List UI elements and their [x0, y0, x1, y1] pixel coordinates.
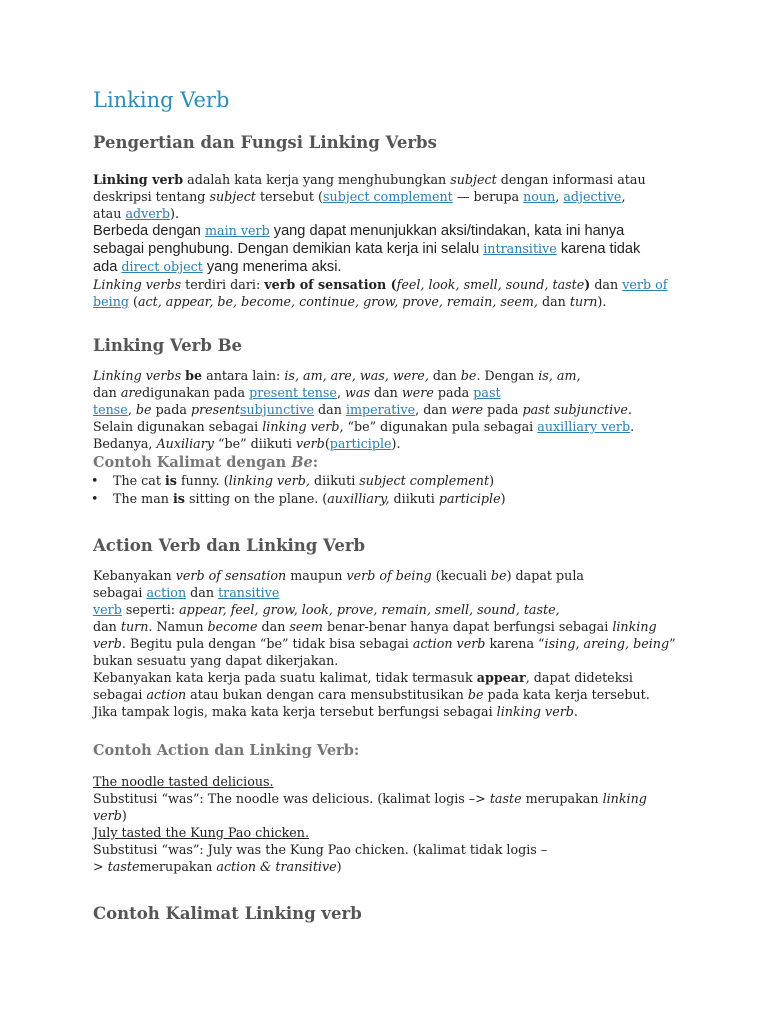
- link-subject-complement[interactable]: subject complement: [323, 189, 453, 204]
- link-subjunctive[interactable]: subjunctive: [239, 402, 315, 417]
- paragraph-action: Kebanyakan verb of sensation maupun verb of being (kecuali be) dapat pula sebagai action dan transitive verb seperti: appear, feel, grow, look, prove, remain, smell, sound, taste, dan turn. Namun become dan seem benar-benar hanya dapat berfungsi sebagai linking verb. Begitu pula dengan “be” tidak bisa sebagai action verb karena “ising, areing, being” bukan sesuatu yang dapat dikerjakan. Kebanyakan kata kerja pada suatu kalimat, tidak termasuk appear, dapat dideteksi sebagai action atau bukan dengan cara mensubstitusikan be pada kata kerja tersebut. Jika tampak logis, maka kata kerja tersebut berfungsi sebagai linking verb.: [93, 568, 676, 719]
- section-heading-action: Action Verb dan Linking Verb: [93, 536, 366, 555]
- paragraph-be: Linking verbs be antara lain: is, am, are, was, were, dan be. Dengan is, am, dan aredigunakan pada present tense, was dan were pada past tense, be pada presentsubjunctive dan imperative, dan were pada past subjunctive. Selain digunakan sebagai linking verb, “be” digunakan pula sebagai auxilliary verb. Bedanya, Auxiliary “be” diikuti verb(participle).: [93, 368, 635, 451]
- link-auxilliary-verb[interactable]: auxilliary verb: [537, 419, 631, 434]
- link-action[interactable]: action: [146, 585, 187, 600]
- link-verb[interactable]: verb: [93, 602, 122, 617]
- link-adjective[interactable]: adjective: [563, 189, 622, 204]
- link-noun[interactable]: noun: [523, 189, 556, 204]
- link-past-tense[interactable]: past: [473, 385, 501, 400]
- link-verb-of-being[interactable]: verb of: [622, 277, 668, 292]
- examples-heading-be: Contoh Kalimat dengan Be:: [93, 454, 319, 471]
- link-adverb[interactable]: adverb: [125, 206, 170, 221]
- list-item: • The cat is funny. (linking verb, diikuti subject complement): [91, 473, 495, 488]
- bullet-icon: •: [91, 473, 99, 488]
- link-verb-of-being-2[interactable]: being: [93, 294, 129, 309]
- link-imperative[interactable]: imperative: [345, 402, 416, 417]
- section-heading-be: Linking Verb Be: [93, 336, 243, 355]
- list-item: • The man is sitting on the plane. (auxilliary, diikuti participle): [91, 491, 506, 506]
- link-transitive[interactable]: transitive: [218, 585, 280, 600]
- paragraph-pengertian: Linking verb adalah kata kerja yang menghubungkan subject dengan informasi atau deskripsi tentang subject tersebut (subject complement — berupa noun, adjective, atau adverb). Berbeda dengan main verb yang dapat menunjukkan aksi/tindakan, kata ini hanya sebagai penghubung. Dengan demikian kata kerja ini selalu intransitive karena tidak ada direct object yang menerima aksi. Linking verbs terdiri dari: verb of sensation (feel, look, smell, sound, taste) dan verb of being (act, appear, be, become, continue, grow, prove, remain, seem, dan turn).: [93, 172, 668, 309]
- link-direct-object[interactable]: direct object: [121, 259, 203, 274]
- link-intransitive[interactable]: intransitive: [483, 241, 557, 256]
- examples-action: The noodle tasted delicious. Substitusi “was”: The noodle was delicious. (kalimat logis –> taste merupakan linking verb) July tasted the Kung Pao chicken. Substitusi “was”: July was the Kung Pao chicken. (kalimat tidak logis – > tastemerupakan action & transitive): [93, 774, 647, 874]
- section-heading-contoh: Contoh Kalimat Linking verb: [93, 904, 362, 923]
- examples-list-be: [93, 472, 506, 508]
- section-heading-pengertian: Pengertian dan Fungsi Linking Verbs: [93, 133, 437, 152]
- link-main-verb[interactable]: main verb: [204, 223, 270, 238]
- bullet-icon: •: [91, 491, 99, 506]
- link-past-tense-2[interactable]: tense: [93, 402, 128, 417]
- link-present-tense[interactable]: present tense: [249, 385, 337, 400]
- link-participle[interactable]: participle: [329, 436, 392, 451]
- page-title: Linking Verb: [93, 88, 230, 112]
- examples-heading-action: Contoh Action dan Linking Verb:: [93, 742, 360, 759]
